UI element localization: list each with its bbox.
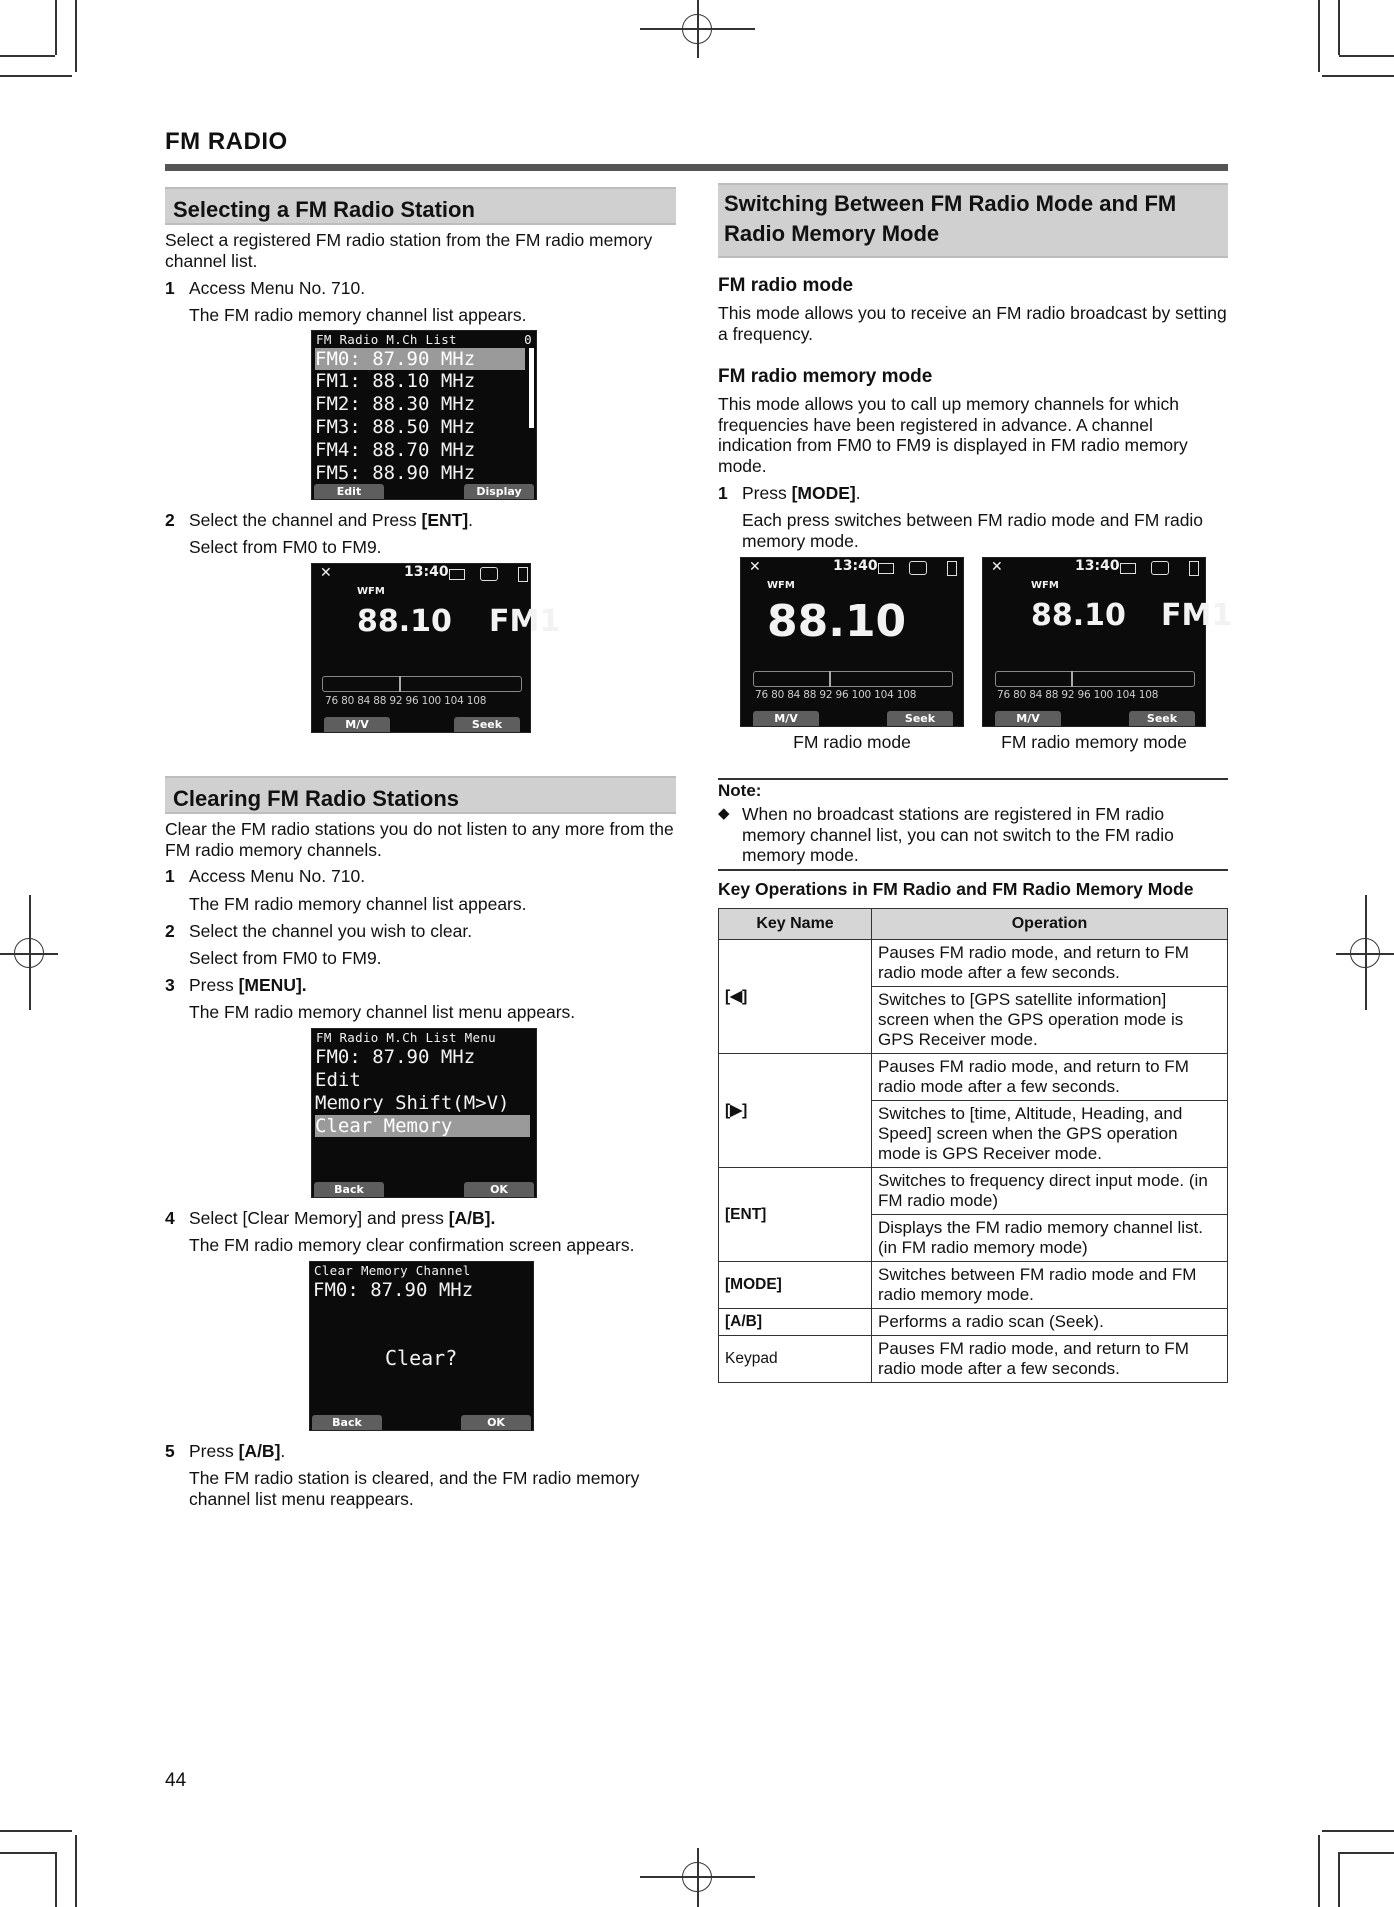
band-label: WFM xyxy=(357,586,385,597)
tuning-needle xyxy=(1071,671,1073,687)
step-text: Press [A/B]. xyxy=(189,1441,286,1461)
page-number: 44 xyxy=(165,1770,187,1791)
operation-cell: Pauses FM radio mode, and return to FM radio mode after a few seconds. xyxy=(872,940,1228,987)
page-header: FM RADIO xyxy=(165,128,288,155)
step-result: The FM radio memory channel list appears. xyxy=(189,894,527,914)
antenna-icon: ✕ xyxy=(991,559,1003,575)
lcd-radio-memory xyxy=(311,563,561,733)
signal-icon xyxy=(480,567,498,581)
table-row xyxy=(719,1336,1228,1383)
frequency-readout: 88.10 xyxy=(1031,598,1126,633)
key-operations-table xyxy=(718,908,1228,1383)
col-header-key: Key Name xyxy=(719,909,872,940)
operation-cell: Pauses FM radio mode, and return to FM radio mode after a few seconds. xyxy=(872,1054,1228,1101)
tuning-bar xyxy=(322,676,522,692)
key-ab: [A/B] xyxy=(719,1309,872,1336)
step-result: Select from FM0 to FM9. xyxy=(189,537,382,557)
fm-mode-heading: FM radio mode xyxy=(718,275,854,296)
note-rule xyxy=(718,778,1228,780)
section-title-clearing: Clearing FM Radio Stations xyxy=(165,776,676,814)
sec2-intro: Clear the FM radio stations you do not listen to any more from the FM radio memory channels. xyxy=(165,819,674,860)
step-text: Press [MODE]. xyxy=(742,483,861,503)
lcd-row: Memory Shift(M>V) xyxy=(315,1092,510,1114)
mem-mode-heading: FM radio memory mode xyxy=(718,366,933,387)
lcd-prompt: Clear? xyxy=(385,1346,458,1370)
step-result: The FM radio memory clear confirmation screen appears. xyxy=(189,1235,635,1255)
step-text: Press [MENU]. xyxy=(189,975,307,995)
signal-icon xyxy=(1151,561,1169,575)
lcd-row: FM0: 87.90 MHz xyxy=(315,348,525,370)
header-rule xyxy=(165,164,1228,171)
lcd-channel-list xyxy=(311,330,537,500)
mem-mode-text: This mode allows you to call up memory channels for which frequencies have been registered in advance. A channel indication from FM0 to FM9 is displayed in FM radio memory mode. xyxy=(718,394,1188,476)
step-result: The FM radio memory channel list appears. xyxy=(189,305,527,325)
card-icon xyxy=(1120,563,1136,574)
clock: 13:40 xyxy=(404,564,449,580)
table-row xyxy=(719,1309,1228,1336)
channel-readout: FM1 xyxy=(1161,598,1233,633)
softkey-left: Back xyxy=(312,1415,382,1430)
operation-cell: Switches to [time, Altitude, Heading, and Speed] screen when the GPS operation mode is GPS Receiver mode. xyxy=(872,1101,1228,1168)
status-bar xyxy=(312,564,530,584)
note-bullet-icon: ◆ xyxy=(718,805,730,822)
step-result: Each press switches between FM radio mode and FM radio memory mode. xyxy=(742,510,1204,551)
lcd-row: FM3: 88.50 MHz xyxy=(315,416,476,438)
softkey-left: M/V xyxy=(995,711,1061,726)
sec1-intro: Select a registered FM radio station from the FM radio memory channel list. xyxy=(165,230,653,271)
step-text: Select the channel you wish to clear. xyxy=(189,921,473,941)
key-right: [▶] xyxy=(719,1054,872,1168)
section-title-selecting: Selecting a FM Radio Station xyxy=(165,187,676,225)
step-number: 3 xyxy=(165,975,175,995)
battery-icon xyxy=(947,561,957,576)
table-row xyxy=(719,1054,1228,1101)
softkey-left: M/V xyxy=(753,711,819,726)
step-number: 2 xyxy=(165,510,175,530)
fm-mode-text: This mode allows you to receive an FM radio broadcast by setting a frequency. xyxy=(718,303,1227,344)
status-bar xyxy=(741,558,963,578)
operation-cell: Displays the FM radio memory channel list. (in FM radio memory mode) xyxy=(872,1215,1228,1262)
lcd-row-selected: Clear Memory xyxy=(315,1115,530,1137)
lcd-row: Edit xyxy=(315,1069,361,1091)
softkey-right: Display xyxy=(464,484,534,499)
note-label: Note: xyxy=(718,781,762,800)
lcd-row: FM4: 88.70 MHz xyxy=(315,439,476,461)
table-row xyxy=(719,1262,1228,1309)
operation-cell: Switches between FM radio mode and FM radio memory mode. xyxy=(872,1262,1228,1309)
lcd-title: Clear Memory Channel xyxy=(314,1263,471,1278)
table-header-row xyxy=(719,909,1228,940)
softkey-right: Seek xyxy=(887,711,953,726)
table-title: Key Operations in FM Radio and FM Radio Memory Mode xyxy=(718,879,1194,899)
operation-cell: Switches to frequency direct input mode. (in FM radio mode) xyxy=(872,1168,1228,1215)
clock: 13:40 xyxy=(1075,558,1120,574)
note-text: When no broadcast stations are registered in FM radio memory channel list, you can not switch to the FM radio memory mode. xyxy=(742,804,1174,865)
step-number: 1 xyxy=(165,866,175,886)
lcd-title-right: 0 xyxy=(524,332,532,347)
softkey-left: Back xyxy=(314,1182,384,1197)
table-row xyxy=(719,940,1228,987)
lcd-clear-confirm xyxy=(309,1261,534,1431)
card-icon xyxy=(878,563,894,574)
caption-memory-mode: FM radio memory mode xyxy=(1001,732,1187,752)
operation-cell: Performs a radio scan (Seek). xyxy=(872,1309,1228,1336)
battery-icon xyxy=(518,567,528,582)
step-text: Access Menu No. 710. xyxy=(189,278,366,298)
lcd-radio-mode xyxy=(740,557,964,727)
signal-icon xyxy=(909,561,927,575)
band-label: WFM xyxy=(767,580,795,591)
lcd-row: FM2: 88.30 MHz xyxy=(315,393,476,415)
caption-radio-mode: FM radio mode xyxy=(793,732,911,752)
step-result: The FM radio station is cleared, and the FM radio memory channel list menu reappears. xyxy=(189,1468,640,1509)
softkey-right: Seek xyxy=(454,717,520,732)
operation-cell: Switches to [GPS satellite information] screen when the GPS operation mode is GPS Receiver mode. xyxy=(872,987,1228,1054)
tuning-scale: 76 80 84 88 92 96 100 104 108 xyxy=(755,689,917,701)
softkey-left: Edit xyxy=(314,484,384,499)
key-keypad: Keypad xyxy=(719,1336,872,1383)
step-number: 4 xyxy=(165,1208,175,1228)
key-mode: [MODE] xyxy=(719,1262,872,1309)
softkey-left: M/V xyxy=(324,717,390,732)
table-row xyxy=(719,1168,1228,1215)
tuning-scale: 76 80 84 88 92 96 100 104 108 xyxy=(325,695,487,707)
tuning-scale: 76 80 84 88 92 96 100 104 108 xyxy=(997,689,1159,701)
operation-cell: Pauses FM radio mode, and return to FM radio mode after a few seconds. xyxy=(872,1336,1228,1383)
step-text: Select the channel and Press [ENT]. xyxy=(189,510,474,530)
lcd-row: FM5: 88.90 MHz xyxy=(315,462,476,484)
lcd-list-menu xyxy=(311,1028,537,1198)
antenna-icon: ✕ xyxy=(320,565,332,581)
step-result: The FM radio memory channel list menu appears. xyxy=(189,1002,576,1022)
battery-icon xyxy=(1189,561,1199,576)
step-number: 1 xyxy=(165,278,175,298)
card-icon xyxy=(449,569,465,580)
key-ent: [ENT] xyxy=(719,1168,872,1262)
step-number: 2 xyxy=(165,921,175,941)
antenna-icon: ✕ xyxy=(749,559,761,575)
channel-readout: FM1 xyxy=(489,604,561,639)
lcd-row: FM0: 87.90 MHz xyxy=(315,1046,476,1068)
band-label: WFM xyxy=(1031,580,1059,591)
step-text: Access Menu No. 710. xyxy=(189,866,366,886)
softkey-right: Seek xyxy=(1129,711,1195,726)
col-header-operation: Operation xyxy=(872,909,1228,940)
tuning-bar xyxy=(753,671,953,687)
status-bar xyxy=(983,558,1205,578)
frequency-readout: 88.10 xyxy=(767,596,907,647)
lcd-scrollbar xyxy=(529,348,534,428)
lcd-title: FM Radio M.Ch List Menu xyxy=(316,1030,496,1045)
lcd-title: FM Radio M.Ch List xyxy=(316,332,457,347)
clock: 13:40 xyxy=(833,558,878,574)
lcd-radio-memory-mode xyxy=(982,557,1233,727)
key-left: [◀] xyxy=(719,940,872,1054)
lcd-row: FM0: 87.90 MHz xyxy=(313,1279,474,1301)
frequency-readout: 88.10 xyxy=(357,604,452,639)
tuning-needle xyxy=(829,671,831,687)
section-title-switching: Switching Between FM Radio Mode and FM Radio Memory Mode xyxy=(718,183,1228,258)
tuning-needle xyxy=(399,676,401,692)
softkey-right: OK xyxy=(464,1182,534,1197)
note-rule-bottom xyxy=(718,869,1228,871)
step-text: Select [Clear Memory] and press [A/B]. xyxy=(189,1208,496,1228)
step-number: 5 xyxy=(165,1441,175,1461)
step-number: 1 xyxy=(718,483,728,503)
step-result: Select from FM0 to FM9. xyxy=(189,948,382,968)
tuning-bar xyxy=(995,671,1195,687)
lcd-row: FM1: 88.10 MHz xyxy=(315,370,476,392)
softkey-right: OK xyxy=(461,1415,531,1430)
